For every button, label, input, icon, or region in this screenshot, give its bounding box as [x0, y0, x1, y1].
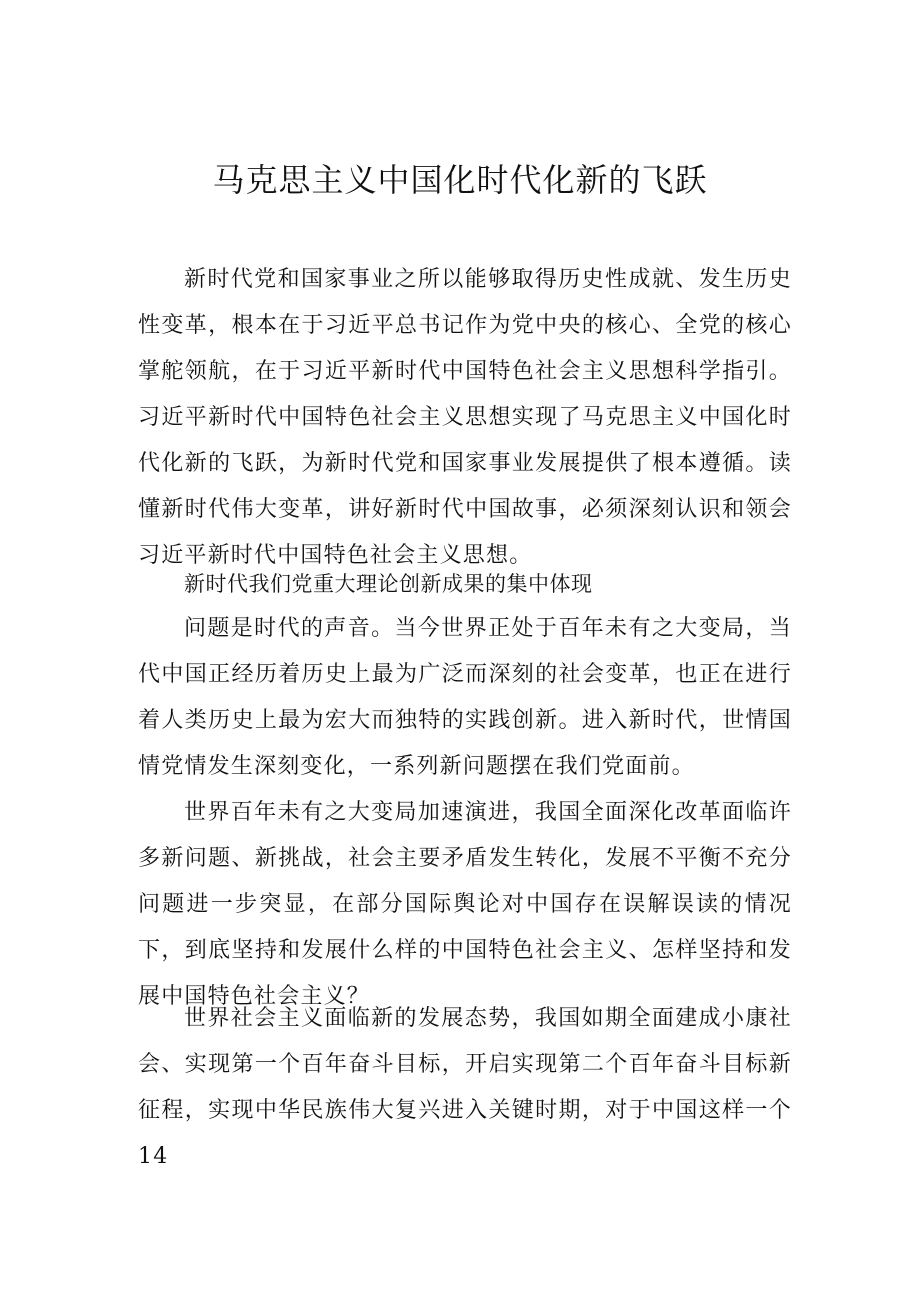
document-title: 马克思主义中国化时代化新的飞跃	[212, 161, 708, 199]
paragraph-socialism: 世界社会主义面临新的发展态势，我国如期全面建成小康社会、实现第一个百年奋斗目标，开启实现第二个百年奋斗目标新征程，实现中华民族伟大复兴进入关键时期，对于中国这样一个14	[138, 1006, 792, 1169]
paragraph-intro: 新时代党和国家事业之所以能够取得历史性成就、发生历史性变革，根本在于习近平总书记作为党中央的核心、全党的核心掌舵领航，在于习近平新时代中国特色社会主义思想科学指引。习近平新时代中国特色社会主义思想实现了马克思主义中国化时代化新的飞跃，为新时代党和国家事业发展提供了根本遵循。读懂新时代伟大变革，讲好新时代中国故事，必须深刻认识和领会习近平新时代中国特色社会主义思想。	[138, 267, 792, 568]
paragraph-challenges: 世界百年未有之大变局加速演进，我国全面深化改革面临许多新问题、新挑战，社会主要矛盾发生转化，发展不平衡不充分问题进一步突显，在部分国际舆论对中国存在误解误读的情况下，到底坚持和发展什么样的中国特色社会主义、怎样坚持和发展中国特色社会主义？	[138, 800, 792, 1009]
section-heading: 新时代我们党重大理论创新成果的集中体现	[184, 572, 593, 596]
paragraph-questions: 问题是时代的声音。当今世界正处于百年未有之大变局，当代中国正经历着历史上最为广泛而深刻的社会变革，也正在进行着人类历史上最为宏大而独特的实践创新。进入新时代，世情国情党情发生深刻变化，一系列新问题摆在我们党面前。	[138, 616, 792, 779]
